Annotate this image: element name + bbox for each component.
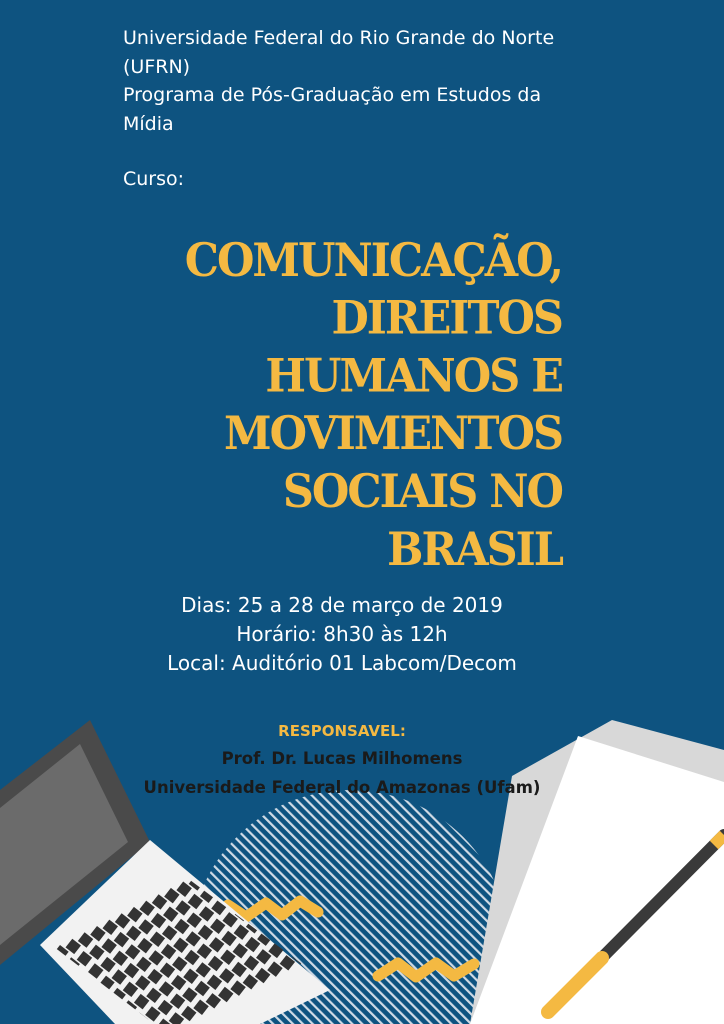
responsible-name: Prof. Dr. Lucas Milhomens (221, 749, 463, 768)
responsible-institution: Universidade Federal do Amazonas (Ufam) (143, 778, 541, 797)
course-title-line: DIREITOS (331, 291, 562, 346)
course-title-line: MOVIMENTOS (224, 407, 562, 461)
course-title-line: HUMANOS E (265, 349, 562, 404)
responsible-label: RESPONSAVEL: (278, 722, 406, 740)
course-title-line: SOCIAIS NO (282, 465, 562, 519)
course-title (92, 232, 562, 579)
institution-name-line1: Universidade Federal do Rio Grande do Norte (123, 27, 555, 49)
schedule-block (0, 591, 684, 678)
event-days: Dias: 25 a 28 de março de 2019 (181, 593, 503, 617)
course-label: Curso: (123, 168, 185, 190)
event-location: Local: Auditório 01 Labcom/Decom (167, 651, 517, 675)
institution-name-line2: (UFRN) (123, 55, 191, 78)
program-name-line1: Programa de Pós-Graduação em Estudos da (123, 84, 542, 106)
program-name-line2: Mídia (123, 112, 174, 135)
course-title-line: COMUNICAÇÃO, (184, 234, 562, 288)
institution-block (123, 24, 593, 138)
event-time: Horário: 8h30 às 12h (236, 622, 448, 646)
course-title-line: BRASIL (387, 523, 562, 577)
